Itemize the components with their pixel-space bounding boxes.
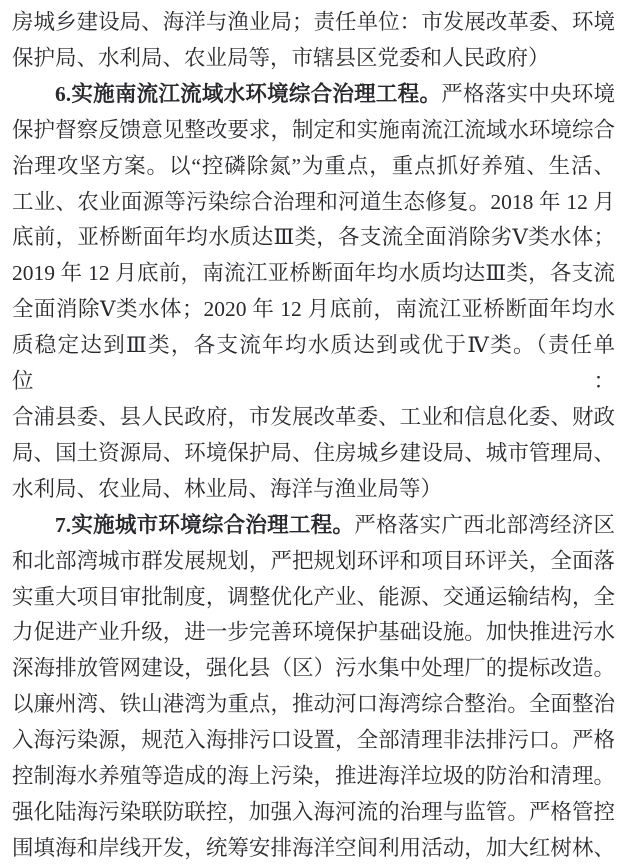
- paragraph-body-text: 实重大项目审批制度，调整优化产业、能源、交通运输结构，全: [12, 584, 615, 609]
- paragraph-heading-text: 6.实施南流江流域水环境综合治理工程。: [55, 81, 442, 106]
- paragraph-body-text: 底前，亚桥断面年均水质达Ⅲ类，各支流全面消除劣Ⅴ类水体；: [12, 225, 615, 250]
- text-line: [12, 220, 615, 256]
- paragraph-body-text: 围填海和岸线开发，统筹安排海洋空间利用活动，加大红树林、: [12, 835, 615, 860]
- paragraph-body-text: 合浦县委、县人民政府，市发展改革委、工业和信息化委、财政: [12, 404, 615, 429]
- text-line: [12, 149, 615, 185]
- text-line: [12, 615, 615, 651]
- text-line: [12, 400, 615, 436]
- text-line: [12, 328, 615, 400]
- text-line: [12, 5, 615, 41]
- text-line: [12, 795, 615, 831]
- text-line: [12, 256, 615, 292]
- text-line: [12, 77, 615, 113]
- text-line: [12, 651, 615, 687]
- paragraph-body-text: 保护局、水利局、农业局等，市辖县区党委和人民政府）: [12, 45, 550, 70]
- paragraph-body-text: 以廉州湾、铁山港湾为重点，推动河口海湾综合整治。全面整治: [12, 692, 615, 717]
- paragraph-body-text: 保护督察反馈意见整改要求，制定和实施南流江流域水环境综合: [12, 117, 615, 142]
- paragraph-body-text: 深海排放管网建设，强化县（区）污水集中处理厂的提标改造。: [12, 656, 615, 681]
- text-line: [12, 508, 615, 544]
- paragraph-body-text: 治理攻坚方案。以“控磷除氮”为重点，重点抓好养殖、生活、: [12, 153, 615, 178]
- paragraph-body-text: 严格落实中央环境: [441, 81, 615, 106]
- text-line: [12, 292, 615, 328]
- paragraph-body-text: 质稳定达到Ⅲ类，各支流年均水质达到或优于Ⅳ类。（责任单位：: [12, 333, 615, 394]
- paragraph-body-text: 房城乡建设局、海洋与渔业局；责任单位：市发展改革委、环境: [12, 10, 615, 34]
- paragraph-body-text: 局、国土资源局、环境保护局、住房城乡建设局、城市管理局、: [12, 440, 615, 465]
- text-line: [12, 687, 615, 723]
- paragraph-body-text: 水利局、农业局、林业局、海洋与渔业局等）: [12, 476, 443, 501]
- text-line: [12, 185, 615, 221]
- paragraph-body-text: 和北部湾城市群发展规划，严把规划环评和项目环评关，全面落: [12, 548, 615, 573]
- paragraph-body-text: 严格落实广西北部湾经济区: [354, 512, 615, 537]
- paragraph-body-text: 入海污染源，规范入海排污口设置，全部清理非法排污口。严格: [12, 728, 615, 753]
- paragraph-body-text: 全面消除Ⅴ类水体；2020 年 12 月底前，南流江亚桥断面年均水: [12, 297, 615, 322]
- text-line: [12, 759, 615, 795]
- paragraph-heading-text: 7.实施城市环境综合治理工程。: [55, 512, 355, 537]
- text-line: [12, 544, 615, 580]
- text-line: [12, 436, 615, 472]
- text-line: [12, 580, 615, 616]
- paragraph-body-text: 工业、农业面源等污染综合治理和河道生态修复。2018 年 12 月: [12, 189, 615, 214]
- text-line: [12, 41, 615, 77]
- paragraph-body-text: 力促进产业升级，进一步完善环境保护基础设施。加快推进污水: [12, 620, 615, 645]
- document-body: [12, 5, 615, 867]
- text-line: [12, 113, 615, 149]
- paragraph-body-text: 控制海水养殖等造成的海上污染，推进海洋垃圾的防治和清理。: [12, 764, 615, 789]
- text-line: [12, 831, 615, 867]
- text-line: [12, 472, 615, 508]
- text-line: [12, 723, 615, 759]
- paragraph-body-text: 2019 年 12 月底前，南流江亚桥断面年均水质均达Ⅲ类，各支流: [12, 261, 615, 286]
- paragraph-body-text: 强化陆海污染联防联控，加强入海河流的治理与监管。严格管控: [12, 799, 615, 824]
